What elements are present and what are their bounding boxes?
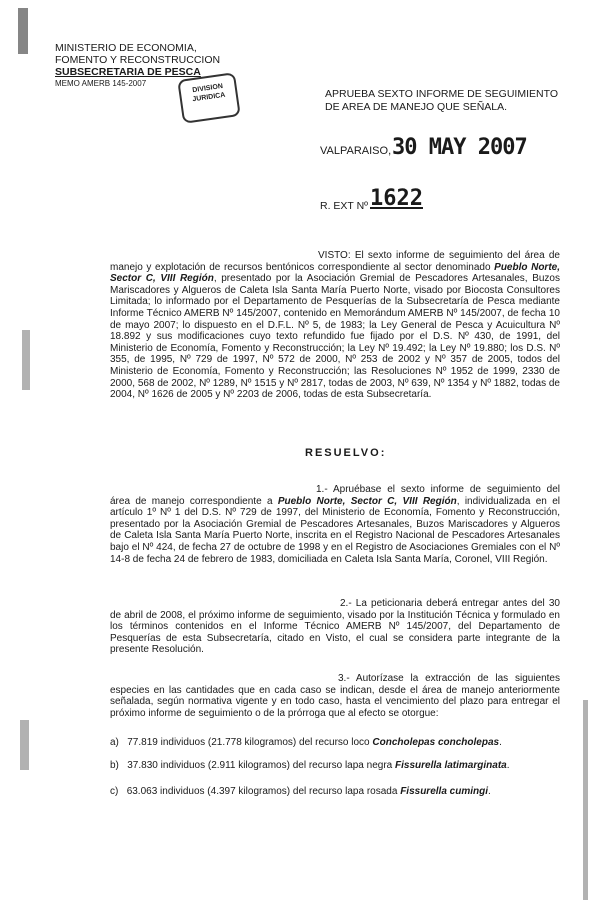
- species-item-c: [110, 786, 560, 797]
- item-text: 77.819 individuos (21.778 kilogramos) del recurso loco: [127, 737, 373, 748]
- item-species: Fissurella cumingi: [400, 786, 488, 797]
- stamp-line-2: JURIDICA: [192, 91, 226, 104]
- visto-text-1: El sexto informe de seguimiento del área de manejo y explotación de recursos bentónicos correspondiente al sector denominado: [110, 250, 560, 273]
- item-species: Concholepas concholepas: [372, 737, 500, 748]
- species-item-a: [110, 737, 560, 748]
- item-text: 63.063 individuos (4.397 kilogramos) del recurso lapa rosada: [126, 786, 401, 797]
- resolution-point-2: 2.- La peticionaria deberá entregar antes del 30 de abril de 2008, el próximo informe de seguimiento, visado por la Institución Técnica y formulado en los términos contenidos en el Informe Técnico AMERB Nº 145/2007, del Departamento de Pesquerías de esta Subsecretaría, citado en Visto, el cual se considera parte integrante de la presente Resolución.: [110, 598, 560, 656]
- item-end: .: [506, 760, 510, 771]
- visto-paragraph: [110, 250, 560, 401]
- point-1-text-a: 1.- Apruébase el sexto informe de seguimiento del área de manejo correspondiente a: [110, 484, 560, 507]
- date-stamp: 30 MAY 2007: [392, 135, 527, 160]
- document-title: APRUEBA SEXTO INFORME DE SEGUIMIENTO DE AREA DE MANEJO QUE SEÑALA.: [325, 88, 558, 113]
- point-1-text-b: , individualizada en el artículo 1º Nº 1 del D.S. Nº 729 de 1997, del Ministerio de Economía, Fomento y Reconstrucción, presentado por la Asociación Gremial de Pescadores Artesanales, Buzos Mariscadores y Algueros de Caleta Isla Santa María Puerto Norte, inscrita en el Registro Nacional de Pescadores Artesanales bajo el Nº 424, de fecha 27 de octubre de 1998 y en el Registro de Asociaciones Gremiales con el Nº 14-8 de fecha 24 de febrero de 1983, domiciliada en Caleta Isla Santa María, Coronel, VIII Región.: [110, 495, 560, 565]
- header-line-3: SUBSECRETARIA DE PESCA: [55, 66, 201, 78]
- visto-sector-name: Pueblo Norte, Sector C, VIII Región: [110, 261, 560, 285]
- resolution-number: 1622: [370, 186, 423, 211]
- header-line-2: FOMENTO Y RECONSTRUCCION: [55, 54, 221, 66]
- resolution-label: R. EXT Nº: [320, 200, 368, 212]
- division-juridica-stamp: [177, 72, 241, 124]
- resolution-point-1: [110, 484, 560, 565]
- item-end: .: [499, 737, 502, 748]
- item-end: .: [488, 786, 491, 797]
- visto-lead: VISTO:: [318, 250, 351, 261]
- header-line-1: MINISTERIO DE ECONOMIA,: [55, 42, 197, 54]
- place-label: VALPARAISO,: [320, 145, 392, 157]
- memo-reference: MEMO AMERB 145-2007: [55, 79, 147, 88]
- resolution-point-3: 3.- Autorízase la extracción de las siguientes especies en las cantidades que en cada caso se indican, desde el área de manejo anteriormente señalada, según normativa vigente y en todo caso, hasta el vencimiento del plazo para entregar el próximo informe de seguimiento o de la prórroga que al efecto se otorgue:: [110, 673, 560, 719]
- item-letter: a): [110, 737, 119, 748]
- item-species: Fissurella latimarginata: [395, 760, 507, 771]
- resuelvo-heading: RESUELVO:: [305, 447, 387, 459]
- scan-margin-mark: [20, 720, 29, 770]
- visto-text-2: , presentado por la Asociación Gremial de Pescadores Artesanales, Buzos Mariscadores y Algueros de Caleta Isla Santa María Puerto Norte, visado por Biocosta Consultores Limitada; lo informado por el Departamento de Pesquerías de la Subsecretaría de Pesca mediante Informe Técnico AMERB Nº 145/2007, contenido en Memorándum AMERB Nº 145/2007, de fecha 10 de mayo 2007; lo dispuesto en el D.F.L. Nº 5, de 1983; la Ley General de Pesca y Acuicultura Nº 18.892 y sus modificaciones cuyo texto refundido fue fijado por el D.S. Nº 430, de 1991, del Ministerio de Economía, Fomento y Reconstrucción; la Ley Nº 19.492; la Ley Nº 19.880; los D.S. Nº 355, de 1995, Nº 729 de 1997, Nº 572 de 2000, Nº 253 de 2002 y Nº 357 de 2005, todos del Ministerio de Economía, Fomento y Reconstrucción; las Resoluciones Nº 1952 de 1999, 2330 de 2000, 568 de 2002, Nº 1289, Nº 1515 y Nº 2817, todas de 2003, Nº 639, Nº 1354 y Nº 1882, todas de 2004, Nº 1626 de 2005 y Nº 2203 de 2006, todas de esta Subsecretaría.: [110, 273, 560, 401]
- scan-margin-mark: [22, 330, 30, 390]
- point-1-sector-name: Pueblo Norte, Sector C, VIII Región: [277, 495, 457, 507]
- item-letter: b): [110, 760, 119, 771]
- scan-margin-mark: [583, 700, 588, 900]
- species-item-b: [110, 760, 560, 771]
- item-letter: c): [110, 786, 119, 797]
- item-text: 37.830 individuos (2.911 kilogramos) del recurso lapa negra: [127, 760, 395, 771]
- stamp-line-1: DIVISION: [191, 82, 224, 95]
- scan-margin-mark: [18, 8, 28, 54]
